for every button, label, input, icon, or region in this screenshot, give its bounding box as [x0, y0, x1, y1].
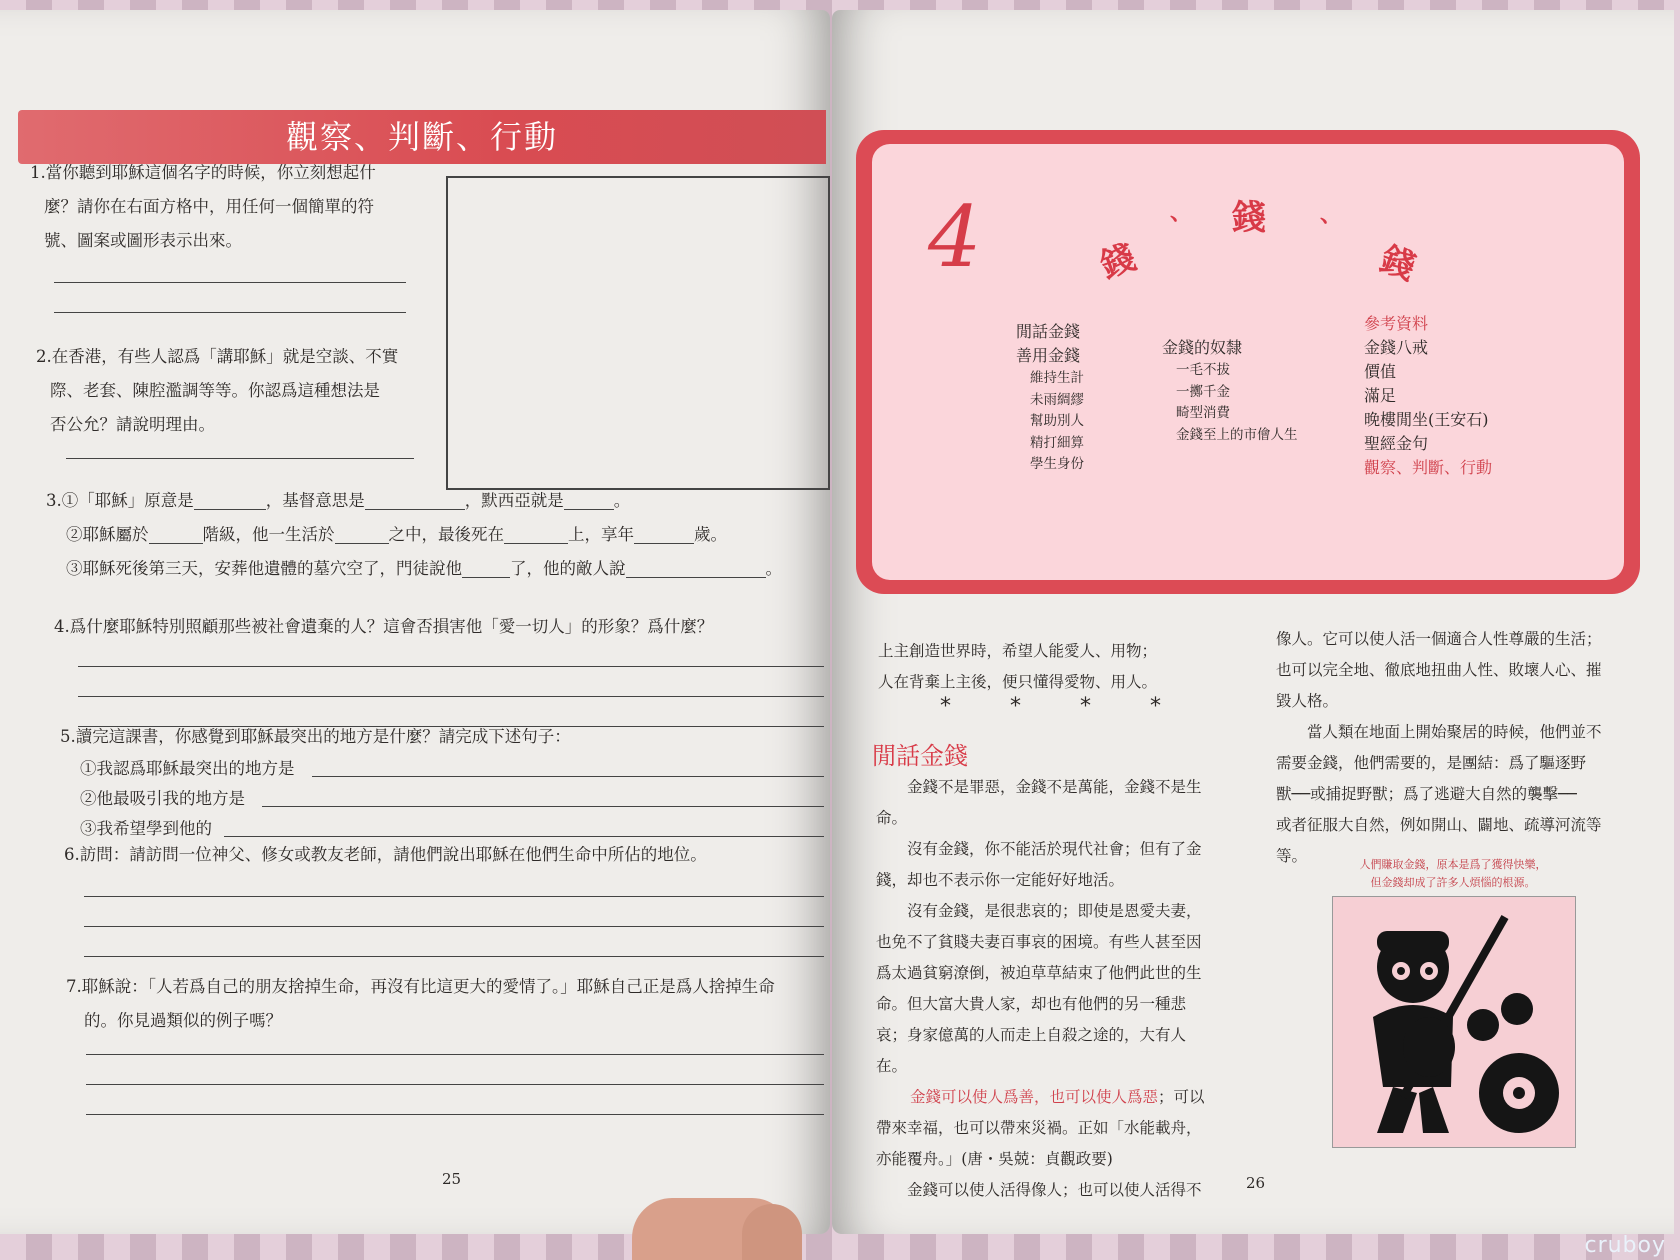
toc-header: 參考資料 — [1364, 314, 1429, 333]
body-line: 哀；身家億萬的人而走上自殺之途的，大有人 — [876, 1026, 1187, 1044]
q7-line: 7.耶穌說：「人若爲自己的朋友捨掉生命，再沒有比這更大的愛情了。」耶穌自己正是爲人捨掉生命 — [66, 977, 775, 996]
body-line: 也免不了貧賤夫妻百事哀的困境。有些人甚至因 — [876, 933, 1202, 951]
answer-line[interactable] — [262, 806, 824, 807]
toc-subitem[interactable]: 金錢至上的市儈人生 — [1176, 426, 1298, 443]
watermark: cruboy — [1584, 1233, 1666, 1258]
title-char: 錢 — [1232, 198, 1266, 238]
q7-line: 的。你見過類似的例子嗎？ — [84, 1011, 282, 1030]
q5-item: ①我認爲耶穌最突出的地方是 — [80, 759, 295, 778]
blank-field[interactable] — [626, 559, 766, 578]
illustration-caption — [1320, 856, 1586, 892]
answer-line[interactable] — [78, 666, 824, 667]
body-text: ；可以 — [1158, 1088, 1205, 1106]
papercut-figure-icon — [1333, 897, 1575, 1147]
asterisk: * — [1010, 694, 1021, 719]
toc-subitem[interactable]: 畸型消費 — [1176, 405, 1230, 421]
page-number: 26 — [1246, 1174, 1266, 1192]
toc-subitem[interactable]: 學生身份 — [1030, 456, 1084, 472]
toc-item[interactable]: 價值 — [1364, 362, 1397, 381]
q3-text: 歲。 — [694, 525, 727, 544]
question-3 — [46, 484, 782, 586]
q1-line: 1.當你聽到耶穌這個名字的時候，你立刻想起什 — [30, 163, 376, 182]
question-4: 4.爲什麼耶穌特別照顧那些被社會遺棄的人？這會否損害他「愛一切人」的形象？爲什麼？ — [54, 617, 714, 636]
answer-line[interactable] — [66, 458, 414, 459]
body-line: 金錢可以使人活得像人；也可以使人活得不 — [876, 1181, 1202, 1199]
blank-field[interactable] — [194, 491, 266, 510]
intro-line: 上主創造世界時，希望人能愛人、用物； — [878, 642, 1158, 660]
caption-line: 人們賺取金錢，原本是爲了獲得快樂， — [1359, 858, 1547, 871]
answer-line[interactable] — [84, 926, 824, 927]
toc-item[interactable]: 滿足 — [1364, 386, 1397, 405]
toc-item[interactable]: 閒話金錢 — [1016, 322, 1081, 341]
toc-subitem[interactable]: 未雨綢繆 — [1030, 391, 1084, 408]
q2-line: 否公允？請說明理由。 — [50, 415, 215, 434]
body-line: 錢，却也不表示你一定能好好地活。 — [876, 871, 1125, 889]
blank-field[interactable] — [462, 559, 510, 578]
body-column-left — [876, 772, 1205, 1206]
body-line: 像人。它可以使人活一個適合人性尊嚴的生活； — [1276, 630, 1602, 648]
asterisk: * — [940, 694, 951, 719]
title-char: 、 — [1170, 200, 1193, 226]
answer-line[interactable] — [224, 836, 824, 837]
asterisk: * — [1150, 694, 1161, 719]
question-5 — [60, 720, 571, 844]
answer-line[interactable] — [312, 776, 824, 777]
toc-subitem[interactable]: 一毛不拔 — [1176, 362, 1230, 378]
blank-field[interactable] — [335, 525, 389, 544]
papercut-illustration — [1332, 896, 1576, 1148]
answer-line[interactable] — [54, 282, 406, 283]
q3-text: ，默西亞就是 — [464, 491, 564, 510]
answer-line[interactable] — [86, 1114, 824, 1115]
drawing-box[interactable] — [446, 176, 830, 490]
caption-line: 但金錢却成了許多人煩惱的根源。 — [1370, 876, 1536, 889]
q3-line-3 — [46, 552, 782, 586]
q3-line-1 — [46, 484, 782, 518]
q3-text: ③耶穌死後第三天，安葬他遺體的墓穴空了，門徒說他 — [66, 559, 462, 578]
toc-column-1 — [1016, 320, 1084, 476]
q1-line: 麼？請你在右面方格中，用任何一個簡單的符 — [44, 197, 374, 216]
highlight-sentence: 金錢可以使人爲善，也可以使人爲惡 — [910, 1088, 1159, 1106]
toc-item[interactable]: 善用金錢 — [1016, 346, 1081, 365]
title-char: 錢 — [1374, 239, 1421, 289]
q3-text: ②耶穌屬於 — [66, 525, 149, 544]
blank-field[interactable] — [564, 491, 614, 510]
q2-line: 際、老套、陳腔濫調等等。你認爲這種想法是 — [50, 381, 380, 400]
body-line: 沒有金錢，是很悲哀的；即使是恩愛夫妻， — [876, 902, 1202, 920]
banner-title: 觀察、判斷、行動 — [285, 118, 558, 156]
toc-column-3 — [1364, 312, 1492, 480]
asterisk: * — [1080, 694, 1091, 719]
body-line: 亦能覆舟。」(唐・吳兢：貞觀政要) — [876, 1150, 1113, 1168]
toc-item[interactable]: 金錢八戒 — [1364, 338, 1429, 357]
q2-line: 2.在香港，有些人認爲「講耶穌」就是空談、不實 — [36, 347, 399, 366]
body-line: 帶來幸福，也可以帶來災禍。正如「水能載舟， — [876, 1119, 1202, 1137]
body-line: 當人類在地面上開始聚居的時候，他們並不 — [1276, 723, 1602, 741]
question-7 — [66, 970, 775, 1038]
answer-line[interactable] — [86, 1084, 824, 1085]
q3-text: 階級，他一生活於 — [202, 525, 335, 544]
toc-subitem[interactable]: 一擲千金 — [1176, 383, 1230, 400]
body-line: 需要金錢，他們需要的，是團結：爲了驅逐野 — [1276, 754, 1587, 772]
body-line: 獸──或捕捉野獸；爲了逃避大自然的襲擊── — [1276, 785, 1577, 803]
answer-line[interactable] — [84, 896, 824, 897]
body-line: 命。但大富大貴人家，却也有他們的另一種悲 — [876, 995, 1187, 1013]
section-heading: 閒話金錢 — [872, 742, 968, 770]
body-line — [876, 1082, 1205, 1113]
body-column-right — [1276, 624, 1602, 872]
intro-verse — [878, 636, 1157, 698]
page-number: 25 — [442, 1170, 462, 1188]
body-line: 命。 — [876, 809, 908, 827]
title-char: 錢 — [1095, 237, 1142, 287]
q3-text: 上，享年 — [568, 525, 634, 544]
left-page — [0, 10, 830, 1234]
q5-item: ③我希望學到他的 — [80, 819, 212, 838]
toc-item[interactable]: 聖經金句 — [1364, 434, 1429, 453]
toc-subitem[interactable]: 精打細算 — [1030, 434, 1084, 451]
q3-text: 。 — [765, 559, 782, 578]
q1-line: 號、圖案或圖形表示出來。 — [44, 231, 242, 250]
blank-field[interactable] — [634, 525, 694, 544]
answer-line[interactable] — [86, 1054, 824, 1055]
q3-text: ，基督意思是 — [265, 491, 365, 510]
q3-text: 之中，最後死在 — [388, 525, 504, 544]
body-line: 毀人格。 — [1276, 692, 1339, 710]
body-line: 或者征服大自然，例如開山、闢地、疏導河流等 — [1276, 816, 1602, 834]
q3-text: 。 — [613, 491, 631, 510]
blank-field[interactable] — [365, 491, 465, 510]
answer-line[interactable] — [84, 956, 824, 957]
question-1 — [30, 156, 376, 258]
question-2 — [36, 340, 398, 442]
toc-item[interactable]: 金錢的奴隸 — [1162, 338, 1243, 357]
body-line: 沒有金錢，你不能活於現代社會；但有了金 — [876, 840, 1202, 858]
intro-line: 人在背棄上主後，便只懂得愛物、用人。 — [878, 673, 1158, 691]
question-6: 6.訪問：請訪問一位神父、修女或教友老師，請他們說出耶穌在他們生命中所佔的地位。 — [64, 845, 707, 864]
toc-column-2 — [1162, 336, 1298, 446]
toc-item-current[interactable]: 觀察、判斷、行動 — [1364, 458, 1493, 477]
body-line: 等。 — [1276, 847, 1308, 865]
title-char: 、 — [1320, 202, 1343, 228]
answer-line[interactable] — [54, 312, 406, 313]
toc-subitem[interactable]: 幫助別人 — [1030, 413, 1084, 429]
answer-line[interactable] — [78, 696, 824, 697]
q3-text: 3.①「耶穌」原意是 — [46, 491, 194, 510]
q5-prompt: 5.讀完這課書，你感覺到耶穌最突出的地方是什麼？請完成下述句子： — [60, 727, 571, 746]
blank-field[interactable] — [504, 525, 568, 544]
body-line: 金錢不是罪惡，金錢不是萬能，金錢不是生 — [876, 778, 1202, 796]
separator — [940, 694, 1161, 719]
body-line: 爲太過貧窮潦倒，被迫草草結束了他們此世的生 — [876, 964, 1202, 982]
body-line: 在。 — [876, 1057, 908, 1075]
finger — [742, 1204, 802, 1260]
chapter-number: 4 — [928, 188, 982, 286]
body-line: 也可以完全地、徹底地扭曲人性、敗壞人心、摧 — [1276, 661, 1602, 679]
q3-line-2 — [46, 518, 782, 552]
q5-item: ②他最吸引我的地方是 — [80, 789, 245, 808]
q3-text: 了，他的敵人說 — [510, 559, 626, 578]
toc-subitem[interactable]: 維持生計 — [1030, 370, 1084, 386]
toc-item[interactable]: 晚樓閒坐(王安石) — [1364, 410, 1489, 429]
blank-field[interactable] — [149, 525, 203, 544]
